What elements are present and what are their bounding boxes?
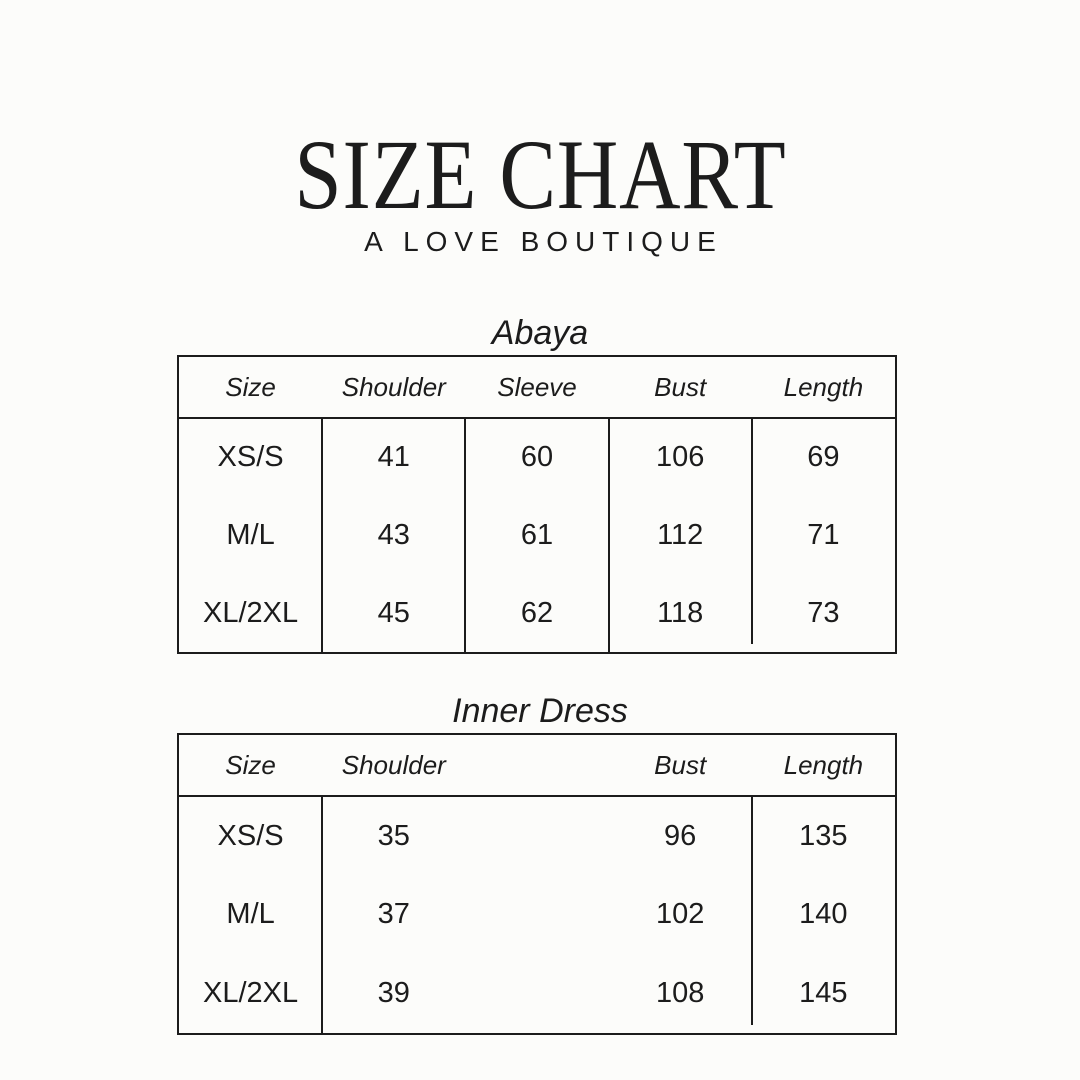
abaya-table-header-row: [179, 357, 895, 419]
column-divider: [321, 419, 323, 652]
abaya-table: [177, 355, 897, 654]
inner-dress-table-grid: [179, 797, 895, 1033]
sleeve-value: 61: [520, 518, 554, 551]
column-divider: [751, 419, 753, 644]
size-cell: XS/S: [217, 441, 284, 474]
inner-dress-table-header-row: [179, 735, 895, 797]
sleeve-value: 62: [520, 596, 554, 629]
brand-subtitle: A LOVE BOUTIQUE: [364, 226, 723, 257]
column-header-bust: Bust: [654, 750, 707, 780]
size-cell: XS/S: [217, 819, 284, 852]
row-middle-span: [322, 979, 752, 1008]
length-value: 135: [799, 819, 848, 852]
shoulder-value: 39: [377, 977, 410, 1010]
bust-value: 118: [657, 596, 704, 629]
row-middle-span: [322, 819, 752, 852]
length-value: 69: [807, 441, 840, 474]
column-divider: [608, 419, 610, 652]
bust-value: 106: [656, 441, 705, 474]
length-value: 71: [807, 518, 840, 551]
sleeve-value: 60: [520, 441, 554, 474]
column-header-shoulder: Shoulder: [341, 750, 446, 780]
column-divider: [464, 419, 466, 652]
shoulder-value: 35: [377, 819, 410, 852]
length-value: 145: [799, 977, 848, 1010]
row-middle-span: [322, 900, 752, 929]
bust-value: 102: [655, 898, 705, 931]
column-header-sleeve: Sleeve: [497, 372, 577, 402]
inner-dress-table: [177, 733, 897, 1035]
page-title: [0, 119, 1080, 230]
size-cell: XL/2XL: [203, 977, 299, 1010]
length-value: 73: [807, 596, 840, 629]
column-header-bust: Bust: [654, 372, 707, 402]
column-divider: [321, 797, 323, 1033]
page-title-text: SIZE CHART: [293, 119, 787, 230]
size-cell: M/L: [226, 898, 275, 931]
size-cell: XL/2XL: [203, 596, 299, 629]
bust-value: 112: [657, 518, 704, 551]
column-header-length: Length: [783, 372, 864, 402]
column-header-size: Size: [225, 750, 276, 780]
inner-dress-table-body: [179, 797, 895, 1033]
abaya-table-grid: [179, 419, 895, 652]
shoulder-value: 41: [377, 441, 410, 474]
shoulder-value: 45: [377, 596, 410, 629]
column-header-size: Size: [225, 372, 276, 402]
column-header-shoulder: Shoulder: [341, 372, 446, 402]
abaya-table-body: [179, 419, 895, 652]
size-cell: M/L: [226, 518, 275, 551]
shoulder-value: 43: [377, 518, 410, 551]
abaya-table-title: Abaya: [491, 314, 589, 352]
column-header-length: Length: [783, 750, 864, 780]
shoulder-value: 37: [377, 898, 410, 931]
bust-value: 96: [664, 819, 697, 852]
column-divider: [751, 797, 753, 1025]
header-middle-span: [322, 752, 752, 778]
bust-value: 108: [655, 977, 705, 1010]
length-value: 140: [799, 898, 848, 931]
inner-dress-table-title: Inner Dress: [452, 692, 628, 730]
